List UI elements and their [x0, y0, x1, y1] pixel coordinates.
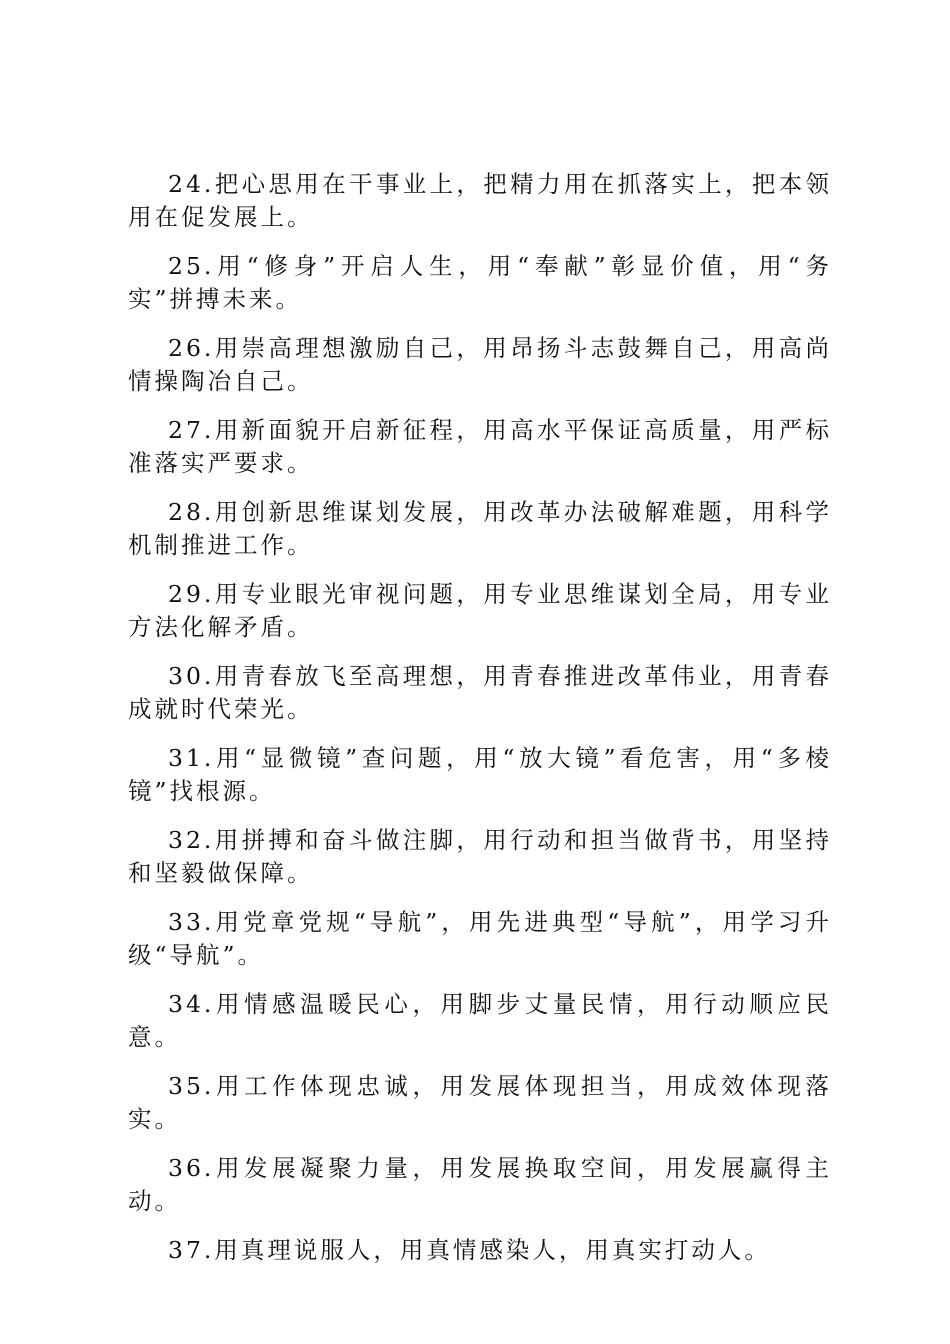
document-body — [128, 168, 832, 1283]
list-item: 29.用专业眼光审视问题，用专业思维谋划全局，用专业方法化解矛盾。 — [128, 580, 832, 641]
list-item: 24.把心思用在干事业上，把精力用在抓落实上，把本领用在促发展上。 — [128, 170, 832, 231]
list-item: 26.用崇高理想激励自己，用昂扬斗志鼓舞自己，用高尚情操陶冶自己。 — [128, 334, 832, 395]
list-item: 33.用党章党规“导航”，用先进典型“导航”，用学习升级“导航”。 — [128, 908, 832, 969]
list-item: 34.用情感温暖民心，用脚步丈量民情，用行动顺应民意。 — [128, 990, 832, 1051]
list-item: 31.用“显微镜”查问题，用“放大镜”看危害，用“多棱镜”找根源。 — [128, 744, 832, 805]
list-item: 25.用“修身”开启人生，用“奉献”彰显价值，用“务实”拼搏未来。 — [128, 252, 832, 313]
list-item: 32.用拼搏和奋斗做注脚，用行动和担当做背书，用坚持和坚毅做保障。 — [128, 826, 832, 887]
list-item: 35.用工作体现忠诚，用发展体现担当，用成效体现落实。 — [128, 1072, 832, 1133]
list-item: 37.用真理说服人，用真情感染人，用真实打动人。 — [168, 1236, 771, 1264]
list-item: 28.用创新思维谋划发展，用改革办法破解难题，用科学机制推进工作。 — [128, 498, 832, 559]
list-item: 30.用青春放飞至高理想，用青春推进改革伟业，用青春成就时代荣光。 — [128, 662, 832, 723]
list-item: 36.用发展凝聚力量，用发展换取空间，用发展赢得主动。 — [128, 1154, 832, 1215]
list-item: 27.用新面貌开启新征程，用高水平保证高质量，用严标准落实严要求。 — [128, 416, 832, 477]
